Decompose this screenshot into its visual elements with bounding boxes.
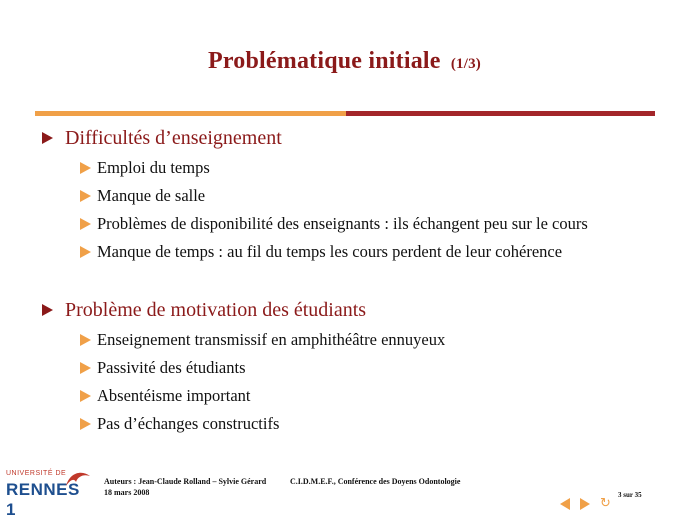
bullet-triangle-icon [42,132,53,144]
list-item [80,210,588,238]
footer-authors [104,476,266,498]
list-item [80,238,588,266]
list-item [80,382,445,410]
heading-text: Difficultés d’enseignement [65,126,282,149]
list-item [80,182,588,210]
section-motivation [42,298,445,438]
return-loop-icon[interactable]: ↻ [600,496,611,511]
list-item-text: Enseignement transmissif en amphithéâtre ennuyeux [97,330,446,349]
list-item-text: Absentéisme important [97,386,251,405]
title-counter: (1/3) [450,56,481,72]
heading-text: Problème de motivation des étudiants [65,298,367,321]
list-item-text: Manque de temps : au fil du temps les cours perdent de leur cohérence [97,242,563,261]
page-number: 3 sur 35 [618,491,642,499]
sub-bullet-triangle-icon [80,390,91,402]
slide-title [0,48,689,75]
title-text: Problématique initiale [208,48,441,74]
list-item-text: Manque de salle [97,186,206,205]
list-item [80,154,588,182]
list-item [80,354,445,382]
list-item [80,410,445,438]
sub-bullet-triangle-icon [80,246,91,258]
list-item-text: Pas d’échanges constructifs [97,414,280,433]
university-logo [6,468,94,519]
authors-text: Auteurs : Jean-Claude Rolland – Sylvie Gérard [104,477,267,486]
next-slide-button[interactable] [580,498,590,510]
previous-slide-button[interactable] [560,498,570,510]
list-item [80,326,445,354]
bullet-triangle-icon [42,304,53,316]
sub-bullet-triangle-icon [80,190,91,202]
sub-bullet-triangle-icon [80,418,91,430]
sub-bullet-triangle-icon [80,218,91,230]
section-heading [42,298,445,322]
list-item-text: Passivité des étudiants [97,358,246,377]
sub-bullet-triangle-icon [80,362,91,374]
divider-orange [35,111,346,116]
list-item-text: Emploi du temps [97,158,210,177]
section-difficultes [42,126,588,266]
section-heading [42,126,588,150]
sub-bullet-triangle-icon [80,334,91,346]
slide-navigation [560,498,611,510]
sub-bullet-triangle-icon [80,162,91,174]
date-text: 18 mars 2008 [104,488,150,497]
logo-main-text: RENNES 1 [6,480,80,519]
logo-emblem-icon [64,468,94,490]
divider-red [346,111,655,116]
footer-conference: C.I.D.M.E.F., Conférence des Doyens Odontologie [290,477,461,486]
list-item-text: Problèmes de disponibilité des enseignants : ils échangent peu sur le cours [97,214,588,233]
logo-top-text: UNIVERSITÉ DE [6,470,67,477]
